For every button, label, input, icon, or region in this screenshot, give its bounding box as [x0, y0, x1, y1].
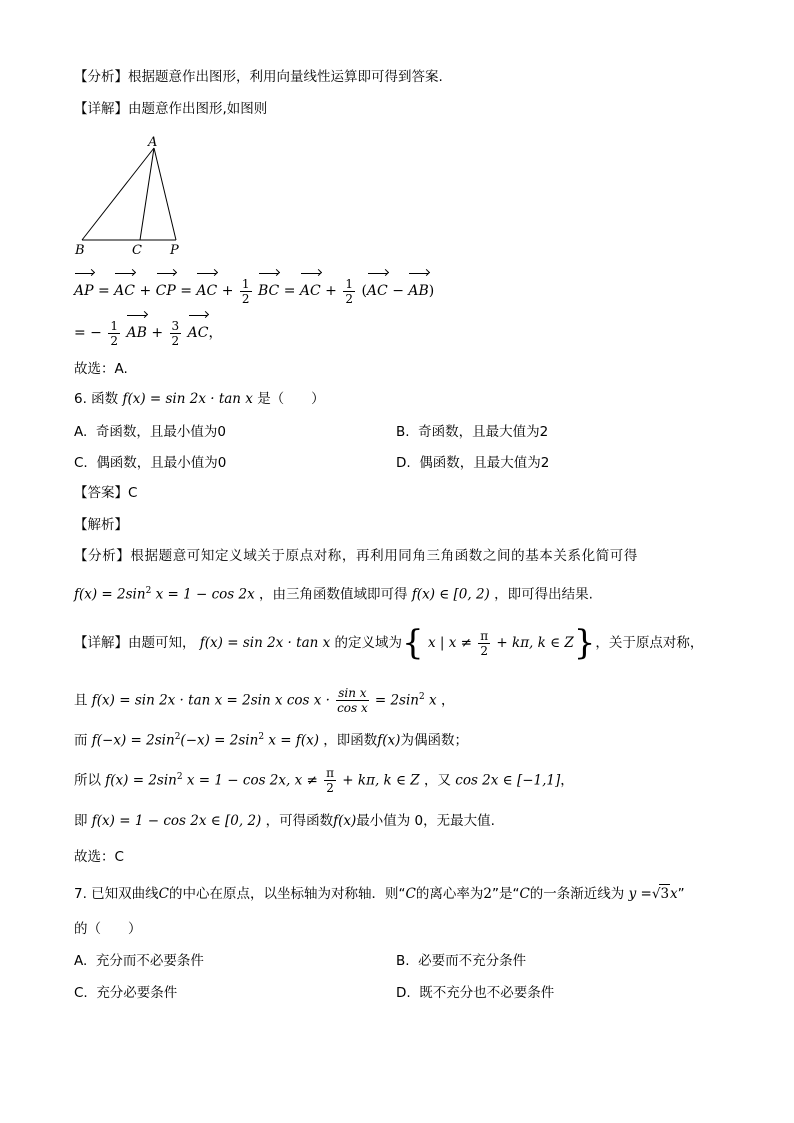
math-expr: f(x) = 2sin	[74, 586, 146, 603]
frac-num: sin x	[338, 686, 367, 700]
option-text: 偶函数，且最小值为0	[96, 455, 227, 471]
option-label: D.	[396, 455, 411, 471]
detail-text: 由题可知，	[128, 635, 196, 651]
detail-line	[74, 100, 267, 118]
answer-tag: 【答案】C	[74, 485, 138, 501]
frac-den: 2	[480, 643, 488, 658]
math-expr: f(x)	[333, 813, 357, 829]
math-expr: x	[670, 886, 678, 902]
option-label: C.	[74, 985, 88, 1001]
q7-option-d	[396, 984, 554, 1002]
analysis-text: 根据题意可知定义域关于原点对称，再利用同角三角函数之间的基本关系化简可得	[130, 548, 639, 564]
math-expr: = 2sin	[374, 692, 419, 709]
detail-text: ，即函数	[323, 732, 378, 749]
sqrt-icon: √	[651, 886, 661, 902]
q6-detail-3: 而 $f(-x) = 2\sin^2(-x) = 2\sin^2$ x = f(x) ，即函数f(x)为偶函数；	[74, 732, 468, 749]
frac-den: 2	[241, 291, 250, 306]
detail-text: 即	[74, 813, 88, 829]
analysis-text: 根据题意作出图形，利用向量线性运算即可得到答案.	[128, 69, 443, 85]
brace-open: {	[402, 623, 424, 663]
q7-option-b	[396, 952, 526, 970]
detail-tag: 【详解】	[74, 635, 128, 651]
math-expr: C	[405, 886, 416, 902]
math-expr: f(−x) = 2sin	[91, 732, 175, 749]
frac-num: 1	[110, 318, 119, 333]
math-expr: x = f(x)	[264, 732, 319, 749]
frac-num: 3	[171, 318, 180, 333]
plus-sign: +	[325, 283, 337, 299]
label-p: P	[170, 243, 179, 258]
frac-den: 2	[171, 333, 180, 348]
vec-ac: AC	[367, 276, 388, 306]
option-label: B.	[396, 953, 410, 969]
option-text: 充分必要条件	[96, 985, 178, 1001]
detail-text: 而	[74, 732, 88, 749]
vec-cp: CP	[156, 276, 176, 306]
math-expr: + kπ, k ∈ Z	[496, 635, 574, 651]
frac-num: π	[326, 766, 334, 780]
fraction-half	[108, 319, 120, 348]
detail-text: 且	[74, 692, 88, 709]
vec-ac: AC	[188, 318, 209, 348]
math-expr: x = 1 − cos 2x, x ≠	[182, 772, 318, 789]
q7-stem-1	[74, 884, 685, 903]
math-expr: x = 1 − cos 2x	[151, 586, 255, 603]
math-expr: f(x) = 1 − cos 2x ∈ [0, 2)	[91, 813, 262, 829]
q6-detail-1	[74, 623, 704, 663]
option-label: C.	[74, 455, 88, 471]
detail-text: ，	[560, 772, 574, 789]
analysis-line	[74, 68, 443, 86]
jiexi-tag: 【解析】	[74, 517, 128, 533]
q6-option-b	[396, 423, 548, 441]
q6-stem	[74, 390, 325, 408]
triangle-figure	[70, 132, 190, 260]
math-expr: 2	[483, 886, 492, 902]
analysis-text: ，由三角函数值域即可得	[259, 586, 408, 603]
option-text: 既不充分也不必要条件	[419, 985, 555, 1001]
math-expr: f(x) = sin 2x · tan x	[199, 635, 331, 651]
option-text: 偶函数，且最大值为2	[419, 455, 550, 471]
q6-option-c	[74, 454, 226, 472]
frac-den: 2	[110, 333, 119, 348]
vec-ap: AP	[74, 276, 94, 306]
frac-num: 1	[345, 276, 353, 291]
math-expr: f(x)	[377, 732, 401, 749]
plus-sign: +	[221, 283, 234, 299]
math-expr: x | x ≠	[427, 635, 472, 651]
vector-eq-1	[74, 276, 434, 306]
frac-num: π	[480, 628, 489, 643]
option-text: 充分而不必要条件	[95, 953, 204, 969]
math-expr: f(x) = 2sin	[105, 772, 177, 789]
answer-q6: 故选：C	[74, 849, 124, 865]
math-expr: y =	[628, 886, 652, 902]
q6-function: f(x) = sin 2x · tan x	[122, 391, 253, 407]
vec-bc: BC	[258, 276, 279, 306]
sqrt-radicand: 3	[660, 886, 670, 902]
option-text: 奇函数，且最小值为0	[95, 424, 226, 440]
vec-ab: AB	[126, 318, 146, 348]
option-text: 必要而不充分条件	[418, 953, 527, 969]
brace-close: }	[573, 623, 596, 663]
q7-text: ”	[677, 886, 685, 902]
fraction-pi-half	[478, 629, 490, 658]
fraction-half	[240, 277, 252, 306]
frac-den: 2	[326, 781, 334, 795]
detail-text: 所以	[74, 772, 101, 789]
math-expr: C	[158, 886, 170, 902]
option-label: A.	[74, 424, 88, 440]
detail-text: ，可得函数	[265, 813, 334, 829]
option-text: 奇函数，且最大值为2	[418, 424, 549, 440]
vector-eq-2	[74, 318, 222, 348]
q7-option-a	[74, 952, 204, 970]
math-expr: C	[519, 886, 530, 902]
analysis-tag: 【分析】	[74, 69, 128, 85]
q6-option-d	[396, 454, 549, 472]
math-expr: f(x) = sin 2x · tan x = 2sin x cos x ·	[91, 692, 330, 709]
paren-open: (	[361, 283, 367, 299]
vec-ac: AC	[114, 276, 135, 306]
detail-text: ，又	[423, 772, 451, 789]
q6-detail-4: 所以 $f(x) = 2\sin^2$ x = 1 − cos 2x, x ≠ $\frac{\pi}{2}$ + kπ, k ∈ Z ，又 cos 2x ∈ [−1,1]，	[74, 766, 574, 795]
detail-text: 的定义域为	[334, 635, 403, 651]
eq-sign: =	[180, 283, 192, 299]
frac-den: 2	[345, 291, 353, 306]
eq-sign: =	[97, 283, 110, 299]
detail-text: 最小值为 0，无最大值.	[356, 813, 495, 829]
fraction-three-halves	[170, 319, 182, 348]
q6-stem-suffix: 是（ ）	[257, 391, 325, 407]
paren-close: )	[428, 283, 435, 299]
option-label: D.	[396, 985, 411, 1001]
q6-analysis-1	[74, 547, 638, 565]
frac-den: cos x	[337, 701, 368, 715]
math-expr: x	[424, 692, 437, 709]
label-a: A	[148, 135, 158, 150]
math-expr: (−x) = 2sin	[180, 732, 259, 749]
math-expr: + kπ, k ∈ Z	[342, 772, 420, 789]
answer-q5: 故选：A.	[74, 361, 128, 377]
q7-text: 的离心率为	[415, 886, 484, 902]
detail-text: ，	[440, 692, 455, 709]
eq-sign: =	[283, 283, 296, 299]
vec-ab: AB	[408, 276, 428, 306]
q7-text: 7. 已知双曲线	[74, 886, 159, 902]
minus-sign: −	[392, 283, 404, 299]
detail-text: 由题意作出图形,如图则	[128, 101, 268, 117]
q7-stem-2: 的（ ）	[74, 921, 142, 937]
math-expr: cos 2x ∈ [−1,1]	[455, 772, 561, 789]
vec-ac: AC	[300, 276, 321, 306]
option-label: B.	[396, 424, 410, 440]
vec-ac: AC	[196, 276, 217, 306]
q7-text: ”是“	[491, 886, 520, 902]
q6-detail-2: 且 f(x) = sin 2x · tan x = 2sin x cos x · $\frac{\text{sin x}}{\text{cos x}}$ = $2\sin^2$ x ，	[74, 686, 455, 715]
detail-text: 为偶函数；	[400, 732, 468, 749]
fraction-pi-half	[324, 766, 336, 795]
plus-sign: +	[151, 325, 164, 341]
fraction-half	[343, 277, 355, 306]
q6-option-a	[74, 423, 226, 441]
q7-text: 的一条渐近线为	[529, 886, 625, 902]
q7-text: 的中心在原点，以坐标轴为对称轴．则“	[169, 886, 406, 902]
detail-tag: 【详解】	[74, 101, 128, 117]
plus-sign: +	[139, 283, 152, 299]
fraction-tan	[336, 686, 368, 715]
comma: ，	[208, 325, 223, 341]
label-b: B	[75, 243, 85, 258]
analysis-text: ，即可得出结果.	[494, 586, 593, 603]
math-expr: f(x) ∈ [0, 2)	[411, 586, 490, 603]
frac-num: 1	[241, 276, 250, 291]
label-c: C	[132, 243, 142, 258]
q6-analysis-2: $f(x) = 2\sin^2$ x = 1 − cos 2x ，由三角函数值域即可得 f(x) ∈ [0, 2) ，即可得出结果.	[74, 586, 593, 603]
q7-option-c	[74, 984, 177, 1002]
option-label: A.	[74, 953, 88, 969]
q6-stem-prefix: 6. 函数	[74, 391, 119, 407]
q6-detail-5	[74, 812, 495, 830]
eq-prefix: = −	[74, 325, 102, 341]
detail-text: ，关于原点对称，	[595, 635, 704, 651]
analysis-tag: 【分析】	[74, 548, 131, 564]
